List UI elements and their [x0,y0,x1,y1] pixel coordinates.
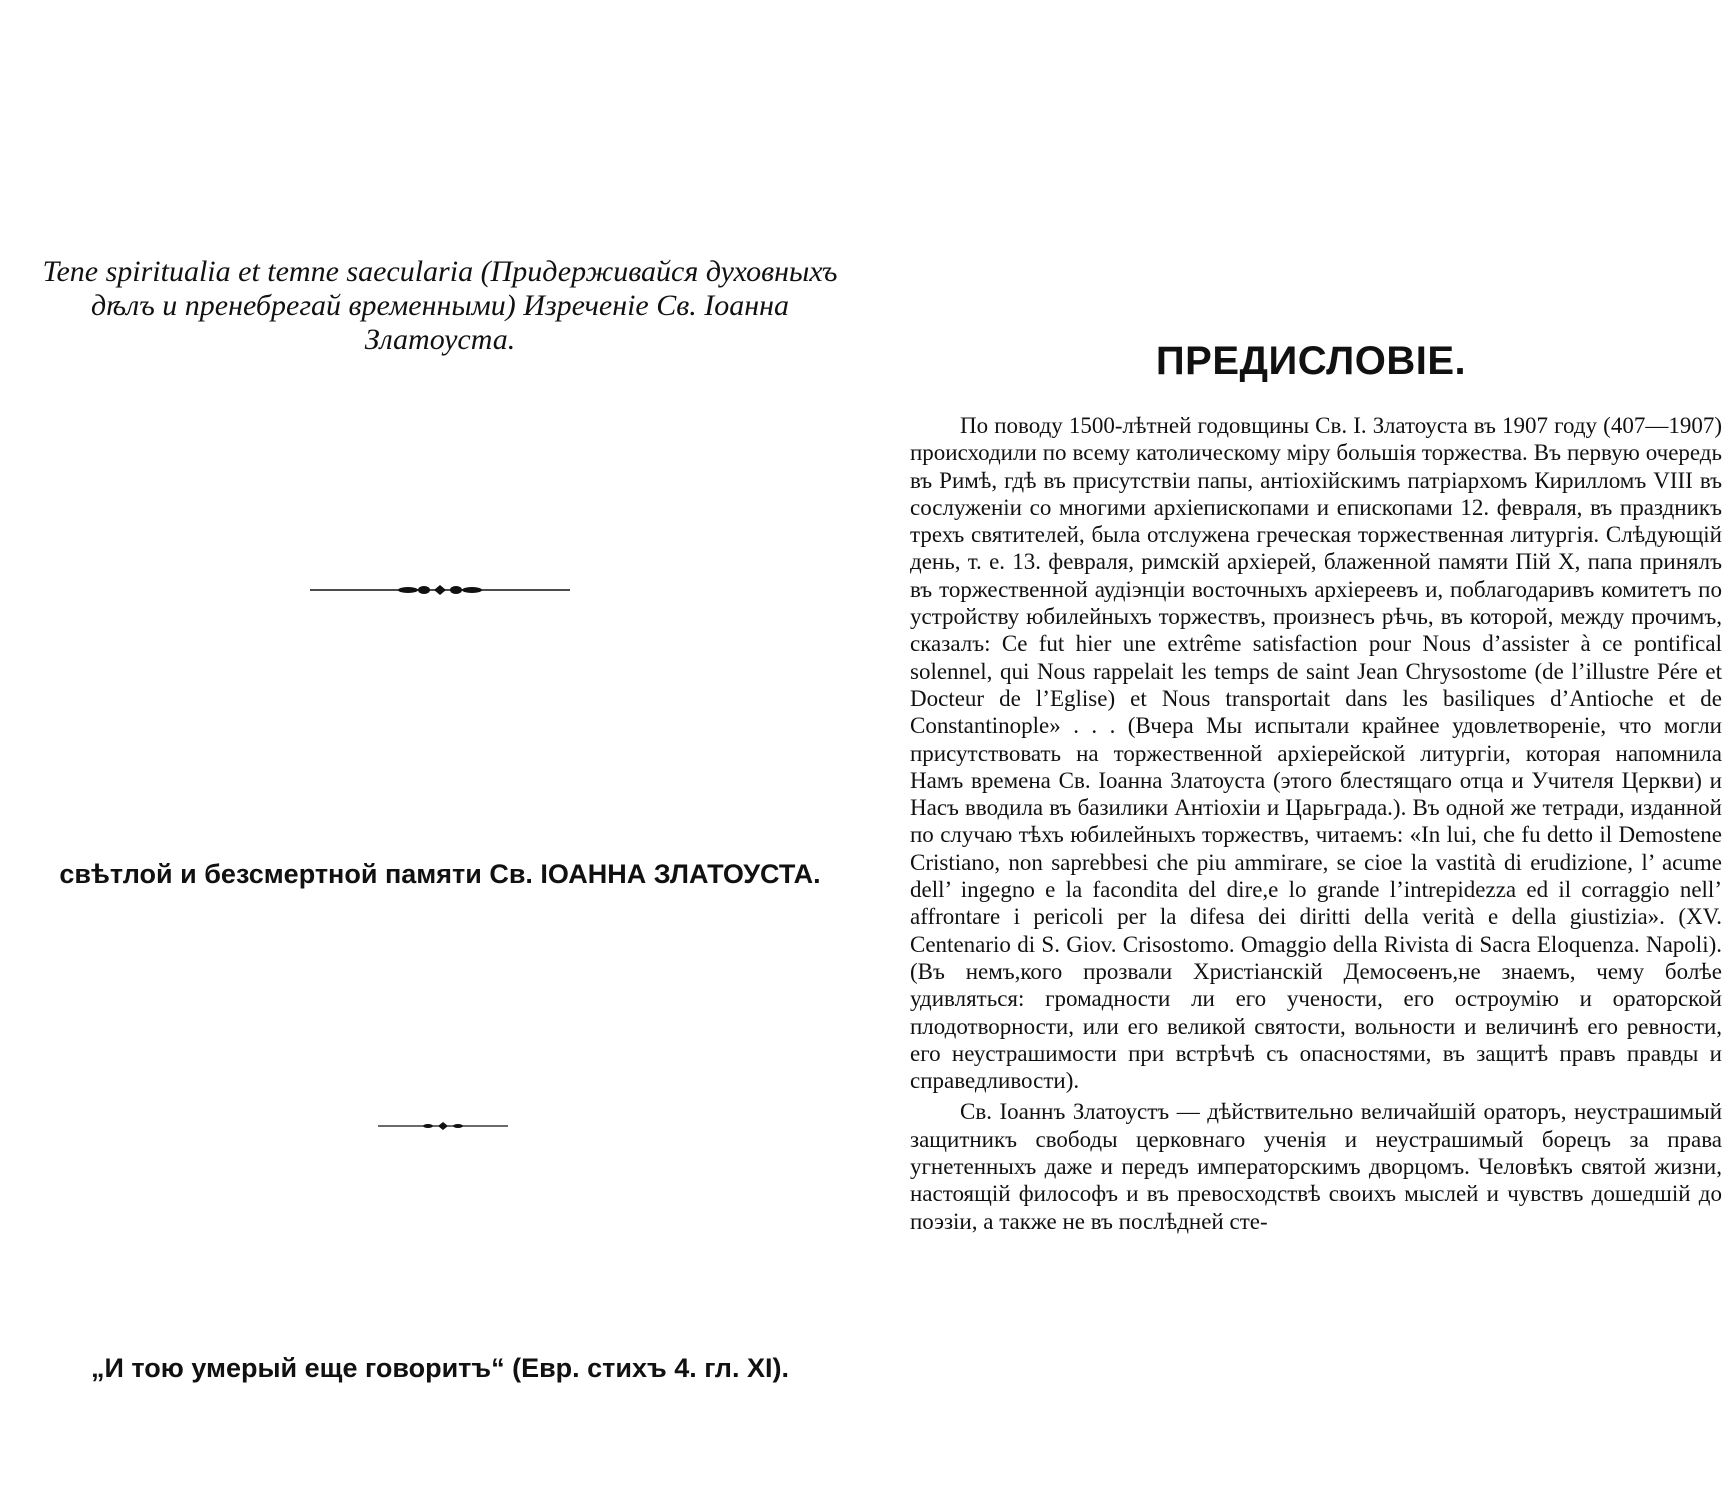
preface-paragraph-1: По поводу 1500-лѣтней годовщины Св. І. Златоуста въ 1907 году (407—1907) происходили по всему католическому міру большія торжества. Въ первую очередь въ Римѣ, гдѣ въ присутствіи папы, антіохійскимъ патріархомъ Кирилломъ VIII въ сослуженіи со многими архіепископами и епископами 12. февраля, въ праздникъ трехъ святителей, была отслужена греческая торжественная литургія. Слѣдующій день, т. е. 13. февраля, римскій архіерей, блаженной памяти Пій X, папа принялъ въ торжественной аудіэнціи восточныхъ архіереевъ и, поблагодаривъ комитетъ по устройству юбилейныхъ торжествъ, произнесъ рѣчь, въ которой, между прочимъ, сказалъ: Ce fut hier une extrême satisfaction pour Nous d’assister à ce pontifical solennel, qui Nous rappelait les temps de saint Jean Chrysostome (de l’illustre Pére et Docteur de l’Eglise) et Nous transportait dans les basiliques d’Antioche et de Constantinople» . . . (Вчера Мы испытали крайнее удовлетвореніе, что могли присутствовать на торжественной архіерейской литургіи, которая напомнила Намъ времена Св. Іоанна Златоуста (этого блестящаго отца и Учителя Церкви) и Насъ вводила въ базилики Антіохіи и Царьграда.). Въ одной же тетради, изданной по случаю тѣхъ юбилейныхъ торжествъ, читаемъ: «In lui, che fu detto il Demostene Cristiano, non saprebbesi che piu ammirare, se cioe la vastità di erudizione, l’ acume dell’ ingegno e la facondita del dire,e lo grande l’intrepidezza ed il corraggio nell’ affrontare i pericoli per la difesa dei diritti della verità e della giustizia». (XV. Centenario di S. Giov. Crisostomo. Omaggio della Rivista di Sacra Eloquenza. Napoli). (Въ немъ,кого прозвали Христіанскій Демосѳенъ,не знаемъ, чему болѣе удивляться: громадности ли его учености, его остроумію и ораторской плодотворности, или его великой святости, вольности и величинѣ его ревности, его неустрашимости при встрѣчѣ съ опасностями, въ защитѣ правъ правды и справедливости). [910,413,1722,1094]
scripture-quote: „И тою умерый еще говоритъ“ (Евр. стихъ 4. гл. XI). [91,1353,789,1383]
right-page [890,0,1732,1500]
epigraph: Tene spiritualia et temne saecularia (Придерживайся духовныхъ дѣлъ и пренебрегай временными) Изреченіе Св. Іоанна Златоуста. [42,255,838,356]
small-ornament-divider-icon [378,1120,508,1132]
preface-body [910,412,1722,1235]
dedication: свѣтлой и безсмертной памяти Св. ІОАННА ЗЛАТОУСТА. [59,859,821,889]
left-page [0,0,860,1500]
ornament-divider-icon [310,582,570,598]
preface-title: ПРЕДИСЛОВІЕ. [1155,339,1467,383]
preface-paragraph-2: Св. Іоаннъ Златоустъ — дѣйствительно величайшій ораторъ, неустрашимый защитникъ свободы церковнаго ученія и неустрашимый борецъ за права угнетенныхъ даже и передъ императорскимъ дворцомъ. Человѣкъ святой жизни, настоящій философъ и въ превосходствѣ своихъ мыслей и чувствъ дошедшій до поэзіи, а также не въ послѣдней сте- [910,1099,1722,1234]
